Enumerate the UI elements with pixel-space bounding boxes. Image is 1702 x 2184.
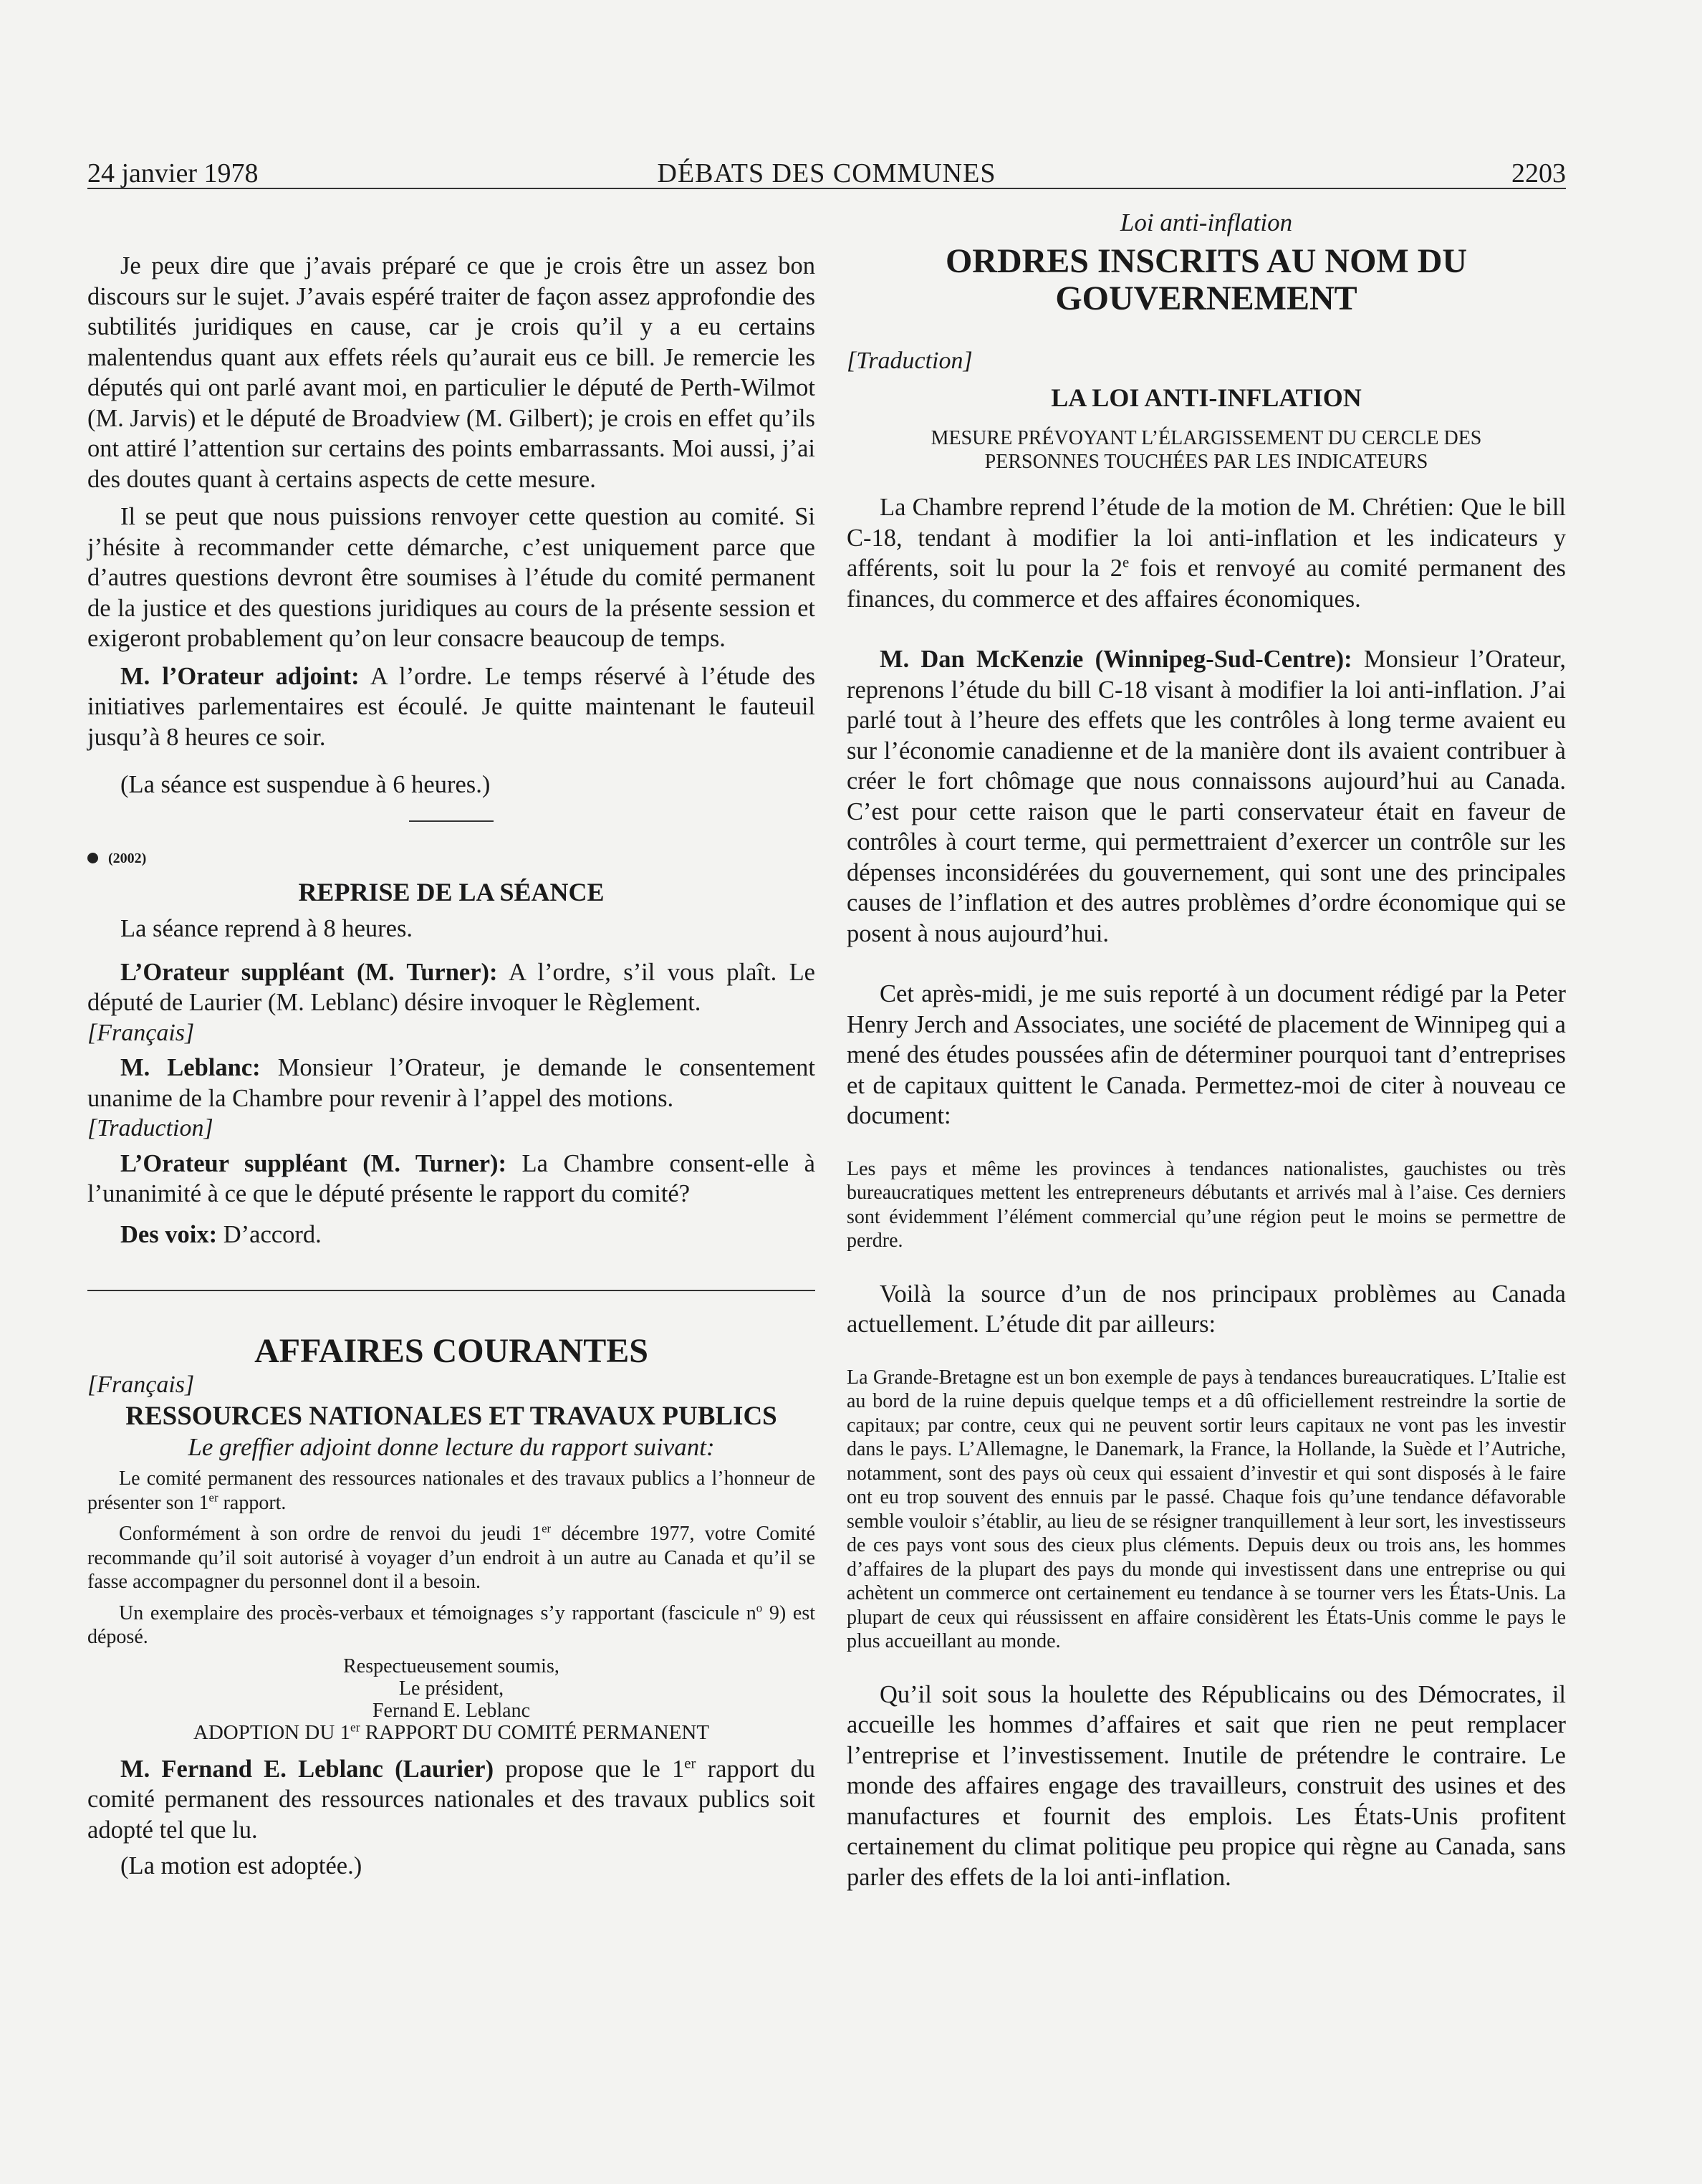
speaker-name: Des voix:	[120, 1220, 218, 1248]
speech-text: A l’ordre. Le temps réservé à l’étude des initiatives parlementaires est écoulé. Je quitte maintenant le fauteuil jusqu’à 8 heures ce soir.	[87, 662, 816, 751]
speech-text: Monsieur l’Orateur, reprenons l’étude du bill C-18 visant à modifier la loi anti-inflation. J’ai parlé tout à l’heure des effets que les contrôles à long terme avaient eu sur l’économie canadienne et de la manière dont ils avaient contribuer à créer le fort chômage que nous connaissons aujourd’hui au Canada. C’est pour cette raison que le parti conservateur était en faveur de contrôles à court terme, qui permettraient d’exercer un contrôle sur les dépenses inconsidérées du gouvernement, qui sont une des principales causes de l’inflation et des autres problèmes d’ordre économique qui se posent à nous aujourd’hui.	[847, 646, 1566, 947]
paragraph	[87, 1220, 815, 1250]
superscript: e	[1122, 555, 1130, 571]
signature-line: Fernand E. Leblanc	[372, 1699, 531, 1722]
paragraph	[87, 1754, 815, 1846]
kicker: Loi anti-inflation	[1120, 209, 1293, 236]
superscript: er	[350, 1719, 360, 1734]
superscript: er	[684, 1756, 696, 1771]
adoption-text: ADOPTION DU 1	[193, 1720, 351, 1744]
speaker-name: M. Leblanc:	[120, 1054, 261, 1081]
subheading: MESURE PRÉVOYANT L’ÉLARGISSEMENT DU CERCLE DES PERSONNES TOUCHÉES PAR LES INDICATEURS	[931, 427, 1482, 473]
speaker-name: M. l’Orateur adjoint:	[120, 662, 360, 690]
language-tag: [Traduction]	[847, 347, 973, 374]
header-title: DÉBATS DES COMMUNES	[657, 158, 996, 188]
paragraph	[847, 644, 1566, 949]
section-heading: LA LOI ANTI-INFLATION	[1051, 383, 1362, 412]
signature-block	[87, 1655, 815, 1744]
speaker-name: L’Orateur suppléant (M. Turner):	[120, 1149, 507, 1177]
report-text: 9) est déposé.	[87, 1601, 815, 1648]
running-header	[87, 152, 1566, 189]
report-text: rapport.	[218, 1491, 287, 1514]
main-heading: ORDRES INSCRITS AU NOM DU GOUVERNEMENT	[945, 241, 1468, 317]
language-tag: [Traduction]	[87, 1115, 213, 1141]
report-text: Conformément à son ordre de renvoi du jeudi 1	[119, 1523, 542, 1545]
paragraph	[87, 1053, 815, 1113]
section-heading: AFFAIRES COURANTES	[254, 1332, 648, 1370]
time-marker-text: (2002)	[108, 850, 147, 866]
paragraph	[847, 492, 1566, 614]
motion-text: La Chambre reprend l’étude de la motion de M. Chrétien: Que le bill C-18, tendant à modifier la loi anti-inflation et les indicateurs y afférents, soit lu pour la 2	[847, 494, 1566, 582]
language-tag: [Français]	[87, 1019, 195, 1046]
speech-text: propose que le 1	[494, 1755, 685, 1783]
paragraph: Je peux dire que j’avais préparé ce que je crois être un assez bon discours sur le sujet. J’avais espéré traiter de façon assez approfondie des subtilités juridiques en cause, car je crois qu’il y a eu certains malentendus quant aux effets réels qu’aurait eus ce bill. Je remercie les députés qui ont parlé avant moi, en particulier le député de Perth-Wilmot (M. Jarvis) et le député de Broadview (M. Gilbert); je crois en effet qu’ils ont attiré l’attention sur certains des points embarrassants. Moi aussi, j’ai des doutes quant à certains aspects de cette mesure.	[87, 252, 815, 493]
header-page-number: 2203	[1511, 158, 1566, 188]
paragraph: Cet après-midi, je me suis reporté à un document rédigé par la Peter Henry Jerch and Associates, une société de placement de Winnipeg qui a mené des études poussées afin de déterminer pourquoi tant d’entreprises et de capitaux quittent le Canada. Permettez-moi de citer à nouveau ce document:	[847, 980, 1566, 1129]
report-text: décembre 1977, votre Comité recommande qu’il soit autorisé à voyager d’un endroit à un autre au Canada et qu’il se fasse accompagner du personnel dont il a besoin.	[87, 1523, 815, 1593]
quotation: La Grande-Bretagne est un bon exemple de pays à tendances bureaucratiques. L’Italie est au bord de la ruine depuis quelque temps et a dû officiellement restreindre la sortie de capitaux; par contre, ceux qui ne peuvent sortir leurs capitaux ne vont pas les investir dans le pays. L’Allemagne, le Danemark, la France, la Hollande, la Suède et l’Autriche, notamment, sont des pays où ceux qui essaient d’investir et qui sont disposés à le faire ont eu trop souvent des ennuis par le passé. Chaque fois qu’une tendance défavorable semble vouloir s’établir, au lieu de se résigner tranquillement à leur sort, les investisseurs de ces pays vont sous des cieux plus cléments. Depuis deux ou trois ans, les hommes d’affaires de la plupart des pays du monde qui investissent dans une entreprise ou qui achètent un commerce ont certainement eu tendance à se tourner vers les États-Unis. La plupart de ceux qui réussissent en affaire considèrent les États-Unis comme le pays le plus accueillant au monde.	[847, 1366, 1566, 1652]
language-tag: [Français]	[87, 1371, 195, 1398]
adoption-text: RAPPORT DU COMITÉ PERMANENT	[360, 1720, 710, 1744]
paragraph: Qu’il soit sous la houlette des Républicains ou des Démocrates, il accueille les hommes d’affaires et sait que rien ne peut remplacer l’entreprise et l’investissement. Inutile de prétendre le contraire. Le monde des affaires engage des travailleurs, construit des usines et des manufactures et fournit des emplois. Les États-Unis profitent certainement du climat politique peu propice qui règne au Canada, sans parler des effets de la loi anti-inflation.	[847, 1680, 1566, 1891]
superscript: er	[208, 1490, 218, 1505]
bullet-icon	[87, 853, 98, 863]
speaker-name: M. Fernand E. Leblanc (Laurier)	[120, 1755, 494, 1783]
signature-line: Le président,	[398, 1677, 504, 1700]
paragraph: Il se peut que nous puissions renvoyer cette question au comité. Si j’hésite à recommander cette démarche, c’est uniquement parce que d’autres questions devront être soumises à l’étude du comité permanent de la justice et des questions juridiques au cours de la présente session et exigeront probablement qu’on leur consacre beaucoup de temps.	[87, 503, 815, 652]
procedural-note: (La séance est suspendue à 6 heures.)	[120, 771, 491, 798]
section-divider	[87, 1290, 815, 1291]
speech-text: Monsieur l’Orateur, je demande le consentement unanime de la Chambre pour revenir à l’appel des motions.	[87, 1054, 815, 1112]
report-paragraph	[87, 1467, 815, 1515]
superscript: er	[542, 1521, 552, 1536]
adoption-heading	[87, 1719, 815, 1744]
clerk-line: Le greffier adjoint donne lecture du rapport suivant:	[188, 1432, 715, 1461]
paragraph	[87, 661, 815, 753]
section-heading: REPRISE DE LA SÉANCE	[298, 878, 605, 906]
paragraph	[87, 957, 815, 1018]
speech-text: A l’ordre, s’il vous plaît. Le député de Laurier (M. Leblanc) désire invoquer le Règlement.	[87, 958, 815, 1016]
time-marker	[87, 843, 815, 874]
left-column	[87, 251, 815, 1882]
header-date: 24 janvier 1978	[87, 158, 259, 188]
right-column	[847, 208, 1566, 1892]
signature-line: Respectueusement soumis,	[343, 1654, 559, 1677]
speech-text: D’accord.	[217, 1220, 322, 1248]
paragraph	[87, 1149, 815, 1210]
speech-text: rapport du comité permanent des ressources nationales et des travaux publics soit adopté tel que lu.	[87, 1755, 815, 1844]
quotation: Les pays et même les provinces à tendances nationalistes, gauchistes ou très bureaucratiques mettent les entrepreneurs débutants et arrivés mal à l’aise. Ces derniers sont évidemment l’élément commercial qu’une région peut le moins se permettre de perdre.	[847, 1157, 1566, 1252]
report-paragraph	[87, 1522, 815, 1594]
speaker-name: L’Orateur suppléant (M. Turner):	[120, 958, 498, 986]
superscript: o	[756, 1601, 763, 1615]
speaker-name: M. Dan McKenzie (Winnipeg-Sud-Centre):	[880, 646, 1352, 673]
procedural-note: (La motion est adoptée.)	[120, 1852, 362, 1879]
report-text: Le comité permanent des ressources nationales et des travaux publics a l’honneur de présenter son 1	[87, 1467, 815, 1514]
motion-text: fois et renvoyé au comité permanent des finances, du commerce et des affaires économiques.	[847, 555, 1566, 613]
section-divider	[409, 820, 494, 822]
report-paragraph	[87, 1601, 815, 1649]
paragraph: Voilà la source d’un de nos principaux problèmes au Canada actuellement. L’étude dit par ailleurs:	[847, 1280, 1566, 1338]
section-heading: RESSOURCES NATIONALES ET TRAVAUX PUBLICS	[125, 1401, 777, 1431]
speech-text: La Chambre consent-elle à l’unanimité à ce que le député présente le rapport du comité?	[87, 1149, 815, 1207]
report-text: Un exemplaire des procès-verbaux et témoignages s’y rapportant (fascicule n	[119, 1601, 756, 1624]
paragraph: La séance reprend à 8 heures.	[120, 915, 413, 942]
